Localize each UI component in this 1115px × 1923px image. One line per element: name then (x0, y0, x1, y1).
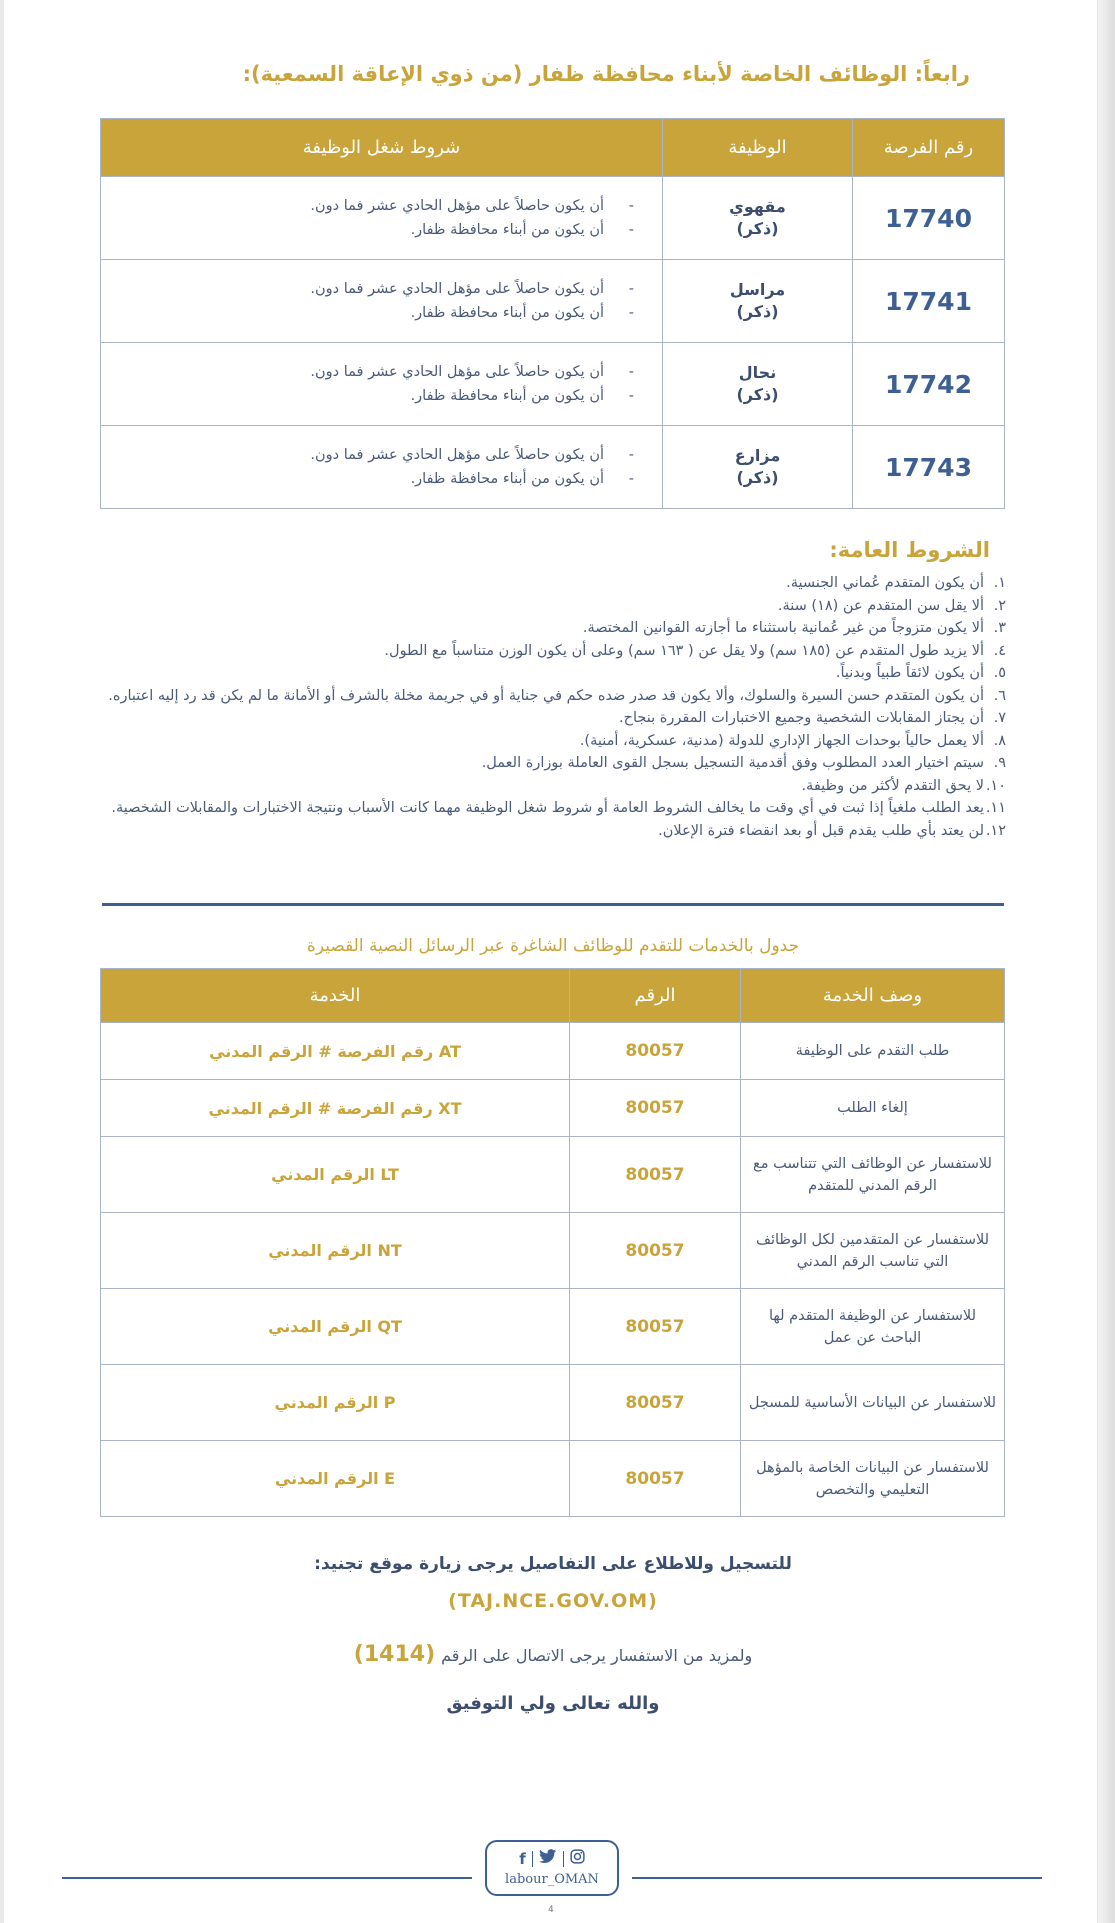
item-text: ألا يعمل حالياً بوحدات الجهاز الإداري للدولة (مدنية، عسكرية، أمنية). (579, 732, 984, 749)
item-text: ألا يقل سن المتقدم عن (١٨) سنة. (777, 597, 984, 614)
job-title-cell (663, 177, 853, 260)
sms-command: XT رقم الفرصة # الرقم المدني (101, 1080, 570, 1137)
jobs-table (100, 118, 1005, 509)
sms-services-table (100, 968, 1005, 1517)
table-row (101, 1289, 1005, 1365)
opportunity-number: 17743 (853, 426, 1005, 509)
list-item (100, 662, 1006, 685)
social-badge (485, 1840, 619, 1896)
condition-item: - أن يكون من أبناء محافظة ظفار. (101, 384, 604, 408)
job-title: نحال (738, 363, 777, 382)
job-conditions (101, 177, 663, 260)
item-text: ألا يزيد طول المتقدم عن (١٨٥ سم) ولا يقل عن ( ١٦٣ سم) وعلى أن يكون الوزن متناسباً مع الطول. (384, 642, 984, 659)
item-number: ٦. (993, 687, 1006, 704)
header-number: الرقم (570, 969, 741, 1023)
service-description: إلغاء الطلب (741, 1080, 1005, 1137)
service-description: للاستفسار عن البيانات الأساسية للمسجل (741, 1365, 1005, 1441)
jobs-table-header (101, 119, 1005, 177)
condition-item: - أن يكون من أبناء محافظة ظفار. (101, 218, 604, 242)
table-row (101, 1441, 1005, 1517)
condition-item: - أن يكون حاصلاً على مؤهل الحادي عشر فما دون. (101, 194, 604, 218)
social-icons (487, 1849, 617, 1868)
item-number: ٢. (993, 597, 1006, 614)
list-item (100, 730, 1006, 753)
register-instructions: للتسجيل وللاطلاع على التفاصيل يرجى زيارة موقع تجنيد: (314, 1554, 792, 1574)
item-text: أن يكون المتقدم حسن السيرة والسلوك، وألا يكون قد صدر ضده حكم في جناية أو في جريمة مخلة بالشرف أو الأمانة ما لم يكن قد رد إليه اعتباره. (108, 687, 984, 704)
job-title: مراسل (729, 280, 786, 299)
section-title: رابعاً: الوظائف الخاصة لأبناء محافظة ظفار (من ذوي الإعاقة السمعية): (242, 62, 970, 86)
item-text: أن يكون المتقدم عُماني الجنسية. (786, 575, 984, 591)
item-number: ٩. (993, 755, 1006, 771)
item-number: ١١. (985, 800, 1006, 816)
item-number: ١. (993, 575, 1006, 591)
website-link[interactable]: (TAJ.NCE.GOV.OM) (448, 1590, 658, 1612)
opportunity-number: 17742 (853, 343, 1005, 426)
social-handle: labour_OMAN (505, 1872, 599, 1887)
sms-number: 80057 (570, 1023, 741, 1080)
job-title-cell (663, 260, 853, 343)
sms-number: 80057 (570, 1213, 741, 1289)
condition-item: - أن يكون حاصلاً على مؤهل الحادي عشر فما دون. (101, 443, 604, 467)
contact-phone: (1414) (353, 1642, 436, 1667)
item-number: ٨. (993, 732, 1006, 749)
facebook-icon[interactable]: f (519, 1849, 526, 1868)
footer-line-left (62, 1877, 472, 1879)
item-text: أن يجتاز المقابلات الشخصية وجميع الاختبارات المقررة بنجاح. (619, 710, 984, 726)
sms-services-title: جدول بالخدمات للتقدم للوظائف الشاغرة عبر الرسائل النصية القصيرة (306, 936, 800, 956)
job-title: مقهوي (729, 197, 786, 216)
job-gender: (ذكر) (736, 385, 779, 404)
sms-number: 80057 (570, 1441, 741, 1517)
service-description: للاستفسار عن الوظيفة المتقدم لها الباحث عن عمل (741, 1289, 1005, 1365)
job-title: مزارع (734, 446, 781, 465)
service-description: للاستفسار عن الوظائف التي تتناسب مع الرقم المدني للمتقدم (741, 1137, 1005, 1213)
header-service-description: وصف الخدمة (741, 969, 1005, 1023)
opportunity-number: 17741 (853, 260, 1005, 343)
header-conditions: شروط شغل الوظيفة (101, 119, 663, 177)
item-text: سيتم اختيار العدد المطلوب وفق أقدمية التسجيل بسجل القوى العاملة بوزارة العمل. (481, 755, 984, 771)
item-number: ٧. (993, 710, 1006, 726)
closing-line: والله تعالى ولي التوفيق (446, 1693, 660, 1714)
sms-number: 80057 (570, 1289, 741, 1365)
page-number: 4 (548, 1905, 554, 1915)
list-item (100, 640, 1006, 663)
job-conditions (101, 426, 663, 509)
list-item (100, 775, 1006, 798)
job-title-cell (663, 343, 853, 426)
sms-number: 80057 (570, 1365, 741, 1441)
item-number: ١٠. (985, 777, 1006, 794)
condition-item: - أن يكون من أبناء محافظة ظفار. (101, 301, 604, 325)
header-opportunity-number: رقم الفرصة (853, 119, 1005, 177)
general-conditions-title: الشروط العامة: (829, 538, 990, 562)
job-gender: (ذكر) (736, 219, 779, 238)
condition-item: - أن يكون حاصلاً على مؤهل الحادي عشر فما دون. (101, 277, 604, 301)
list-item (100, 752, 1006, 775)
table-row (101, 343, 1005, 426)
sms-command: P الرقم المدني (101, 1365, 570, 1441)
sms-command: AT رقم الفرصة # الرقم المدني (101, 1023, 570, 1080)
footer-line-right (632, 1877, 1042, 1879)
contact-text: ولمزيد من الاستفسار يرجى الاتصال على الرقم (441, 1646, 753, 1665)
table-row (101, 177, 1005, 260)
sms-command: NT الرقم المدني (101, 1213, 570, 1289)
condition-item: - أن يكون حاصلاً على مؤهل الحادي عشر فما دون. (101, 360, 604, 384)
opportunity-number: 17740 (853, 177, 1005, 260)
icon-separator (532, 1851, 533, 1867)
service-description: للاستفسار عن البيانات الخاصة بالمؤهل التعليمي والتخصص (741, 1441, 1005, 1517)
sms-command: LT الرقم المدني (101, 1137, 570, 1213)
page-left-edge (0, 0, 4, 1923)
job-conditions (101, 260, 663, 343)
list-item (100, 572, 1006, 595)
item-text: لن يعتد بأي طلب يقدم قبل أو بعد انقضاء فترة الإعلان. (658, 822, 984, 839)
general-conditions-list (100, 572, 1006, 842)
item-text: يعد الطلب ملغياً إذا ثبت في أي وقت ما يخالف الشروط العامة أو شروط شغل الوظيفة مهما كانت الأسباب ونتيجة الاختبارات والمقابلات الشخصية. (111, 800, 984, 816)
page-right-edge (1097, 0, 1115, 1923)
item-number: ٥. (993, 665, 1006, 681)
sms-command: QT الرقم المدني (101, 1289, 570, 1365)
job-gender: (ذكر) (736, 302, 779, 321)
icon-separator (563, 1851, 564, 1867)
item-number: ١٢. (985, 822, 1006, 839)
item-text: ألا يكون متزوجاً من غير عُمانية باستثناء ما أجازته القوانين المختصة. (582, 620, 984, 636)
twitter-icon[interactable] (539, 1849, 557, 1868)
section-divider (102, 903, 1004, 906)
condition-item: - أن يكون من أبناء محافظة ظفار. (101, 467, 604, 491)
service-description: طلب التقدم على الوظيفة (741, 1023, 1005, 1080)
instagram-icon[interactable] (570, 1849, 585, 1868)
contact-line (100, 1642, 1006, 1667)
list-item (100, 685, 1006, 708)
list-item (100, 797, 1006, 820)
table-row (101, 1365, 1005, 1441)
item-text: أن يكون لائقاً طبياً وبدنياً. (835, 665, 984, 681)
list-item (100, 595, 1006, 618)
table-row (101, 1080, 1005, 1137)
item-number: ٣. (993, 620, 1006, 636)
sms-number: 80057 (570, 1080, 741, 1137)
sms-command: E الرقم المدني (101, 1441, 570, 1517)
item-text: لا يحق التقدم لأكثر من وظيفة. (801, 777, 984, 794)
table-row (101, 260, 1005, 343)
header-service: الخدمة (101, 969, 570, 1023)
table-row (101, 1213, 1005, 1289)
sms-number: 80057 (570, 1137, 741, 1213)
table-row (101, 1137, 1005, 1213)
service-description: للاستفسار عن المتقدمين لكل الوظائف التي تناسب الرقم المدني (741, 1213, 1005, 1289)
list-item (100, 820, 1006, 843)
job-title-cell (663, 426, 853, 509)
header-job: الوظيفة (663, 119, 853, 177)
sms-table-header (101, 969, 1005, 1023)
item-number: ٤. (993, 642, 1006, 659)
job-gender: (ذكر) (736, 468, 779, 487)
table-row (101, 426, 1005, 509)
list-item (100, 617, 1006, 640)
list-item (100, 707, 1006, 730)
table-row (101, 1023, 1005, 1080)
job-conditions (101, 343, 663, 426)
